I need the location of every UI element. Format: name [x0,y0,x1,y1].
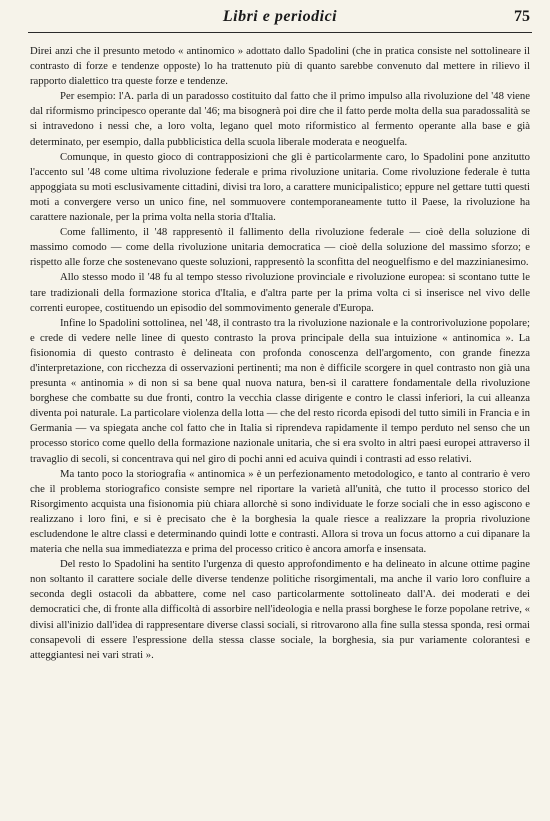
paragraph: Del resto lo Spadolini ha sentito l'urgenza di questo approfondimento e ha delineato in alcune ottime pagine non soltanto il carattere sociale delle diverse tendenze politiche risorgimentali, ma anche il vario loro confluire a seconda degli ostacoli da abbattere, come nel caso particolarmente sottolineato dall'A. dei moderati e dei democratici che, di fronte alla difficoltà di assorbire nell'ideologia e nella prassi borghese le forze popolane retrive, « divisi all'inizio dall'idea di rappresentare diverse classi sociali, si ritrovarono alla fine sulla stessa sponda, resi ormai consapevoli di essere l'espressione della stessa classe sociale, la borghesia, sia pur variamente colorantesi e atteggiantesi nei vari strati ». [30,558,530,661]
paragraph: Per esempio: l'A. parla di un paradosso costituito dal fatto che il primo impulso alla rivoluzione del '48 viene dal riformismo principesco operante dal '46; ma bisognerà poi dire che il fatto perde molta della sua paradossalità se si intravedono i nessi che, a loro volta, legano quel moto riformistico al fermento operante alla base e già determinato, per esempio, dalla pubblicistica della scuola liberale moderata e neoguelfa. [30,90,530,148]
paragraph: Comunque, in questo gioco di contrapposizioni che gli è particolarmente caro, lo Spadolini pone anzitutto l'accento sul '48 come ultima rivoluzione federale e prima rivoluzione unitaria. Come rivoluzione federale è tutta appoggiata su moti esclusivamente cittadini, divisi tra loro, a carattere municipalistico; eppure nel gettare tutti questi moti a convergere verso un unico fine, nel sommuovere contemporaneamente tutto il Paese, la rivoluzione ha carattere nazionale, per la prima volta nella storia d'Italia. [30,150,530,224]
running-title: Libri e periodici [222,8,338,25]
paragraph: Allo stesso modo il '48 fu al tempo stesso rivoluzione provinciale e rivoluzione europea: si scontano tutte le tare tradizionali della formazione storica d'Italia, e d'altra parte per la prima volta ci si inserisce nel vivo delle correnti europee, costituendo un episodio del sommovimento generale d'Europa. [30,271,530,314]
paragraph: Come fallimento, il '48 rappresentò il fallimento della rivoluzione federale — cioè della soluzione di massimo comodo — come della rivoluzione unitaria democratica — cioè della soluzione del massimo sforzo; e rispetto alle forze che sostenevano queste soluzioni, rappresentò la sconfitta del neoguelfismo e del mazzinianesimo. [30,226,530,269]
page-number: 75 [514,8,530,25]
paragraph: Ma tanto poco la storiografia « antinomica » è un perfezionamento metodologico, e tanto al contrario è vero che il problema storiografico consiste sempre nel riportare la varietà all'unità, che tutto il processo storico del Risorgimento acquista una fisionomia più chiara allorchè si sono individuate le forze sociali che in esso agiscono e realizzano i loro fini, e si è precisato che è la borghesia la quale riesce a realizzare la propria rivoluzione escludendone le altre classi e determinando quindi lotte e contrasti. Allora si trova un focus attorno a cui dipanare la materia che nella sua immediatezza e prima del processo critico è ancora amorfa e insensata. [30,467,530,556]
article-body [30,44,530,663]
paragraph: Infine lo Spadolini sottolinea, nel '48, il contrasto tra la rivoluzione nazionale e la controrivoluzione popolare; e crede di vedere nelle linee di questo contrasto la prova principale della sua intuizione « antinomica ». La fisionomia di questo contrasto è delineata con profonda conoscenza dell'argomento, con grande finezza d'interpretazione, con ricchezza di osservazioni pertinenti; ma non è difficile scorgere in quel contrasto non già una presunta « antinomia » di non si sa bene qual nuova natura, ben-sì il carattere fondamentale della rivoluzione borghese che combatte su due fronti, contro la vecchia classe dirigente e contro le classi inferiori, la cui alleanza diventa poi naturale. La particolare violenza della lotta — che del resto ricorda episodi del tutto simili in Francia e in Germania — va spiegata anche col fatto che in Italia si riprendeva rapidamente il tempo perduto nel senso che un processo storico come quello della formazione nazionale unitaria, che si era svolto in altri paesi europei attraverso il travaglio di secoli, si concentrava qui nel giro di pochi anni ed acuiva quindi i contrasti ad esso relativi. [30,316,530,465]
paragraph: Direi anzi che il presunto metodo « antinomico » adottato dallo Spadolini (che in pratica consiste nel sottolineare il contrasto di forze e tendenze opposte) lo ha trattenuto più di quanto sarebbe convenuto dal mettere in rilievo il rapporto dialettico tra queste forze e tendenze. [30,45,530,88]
page-header [28,6,532,33]
